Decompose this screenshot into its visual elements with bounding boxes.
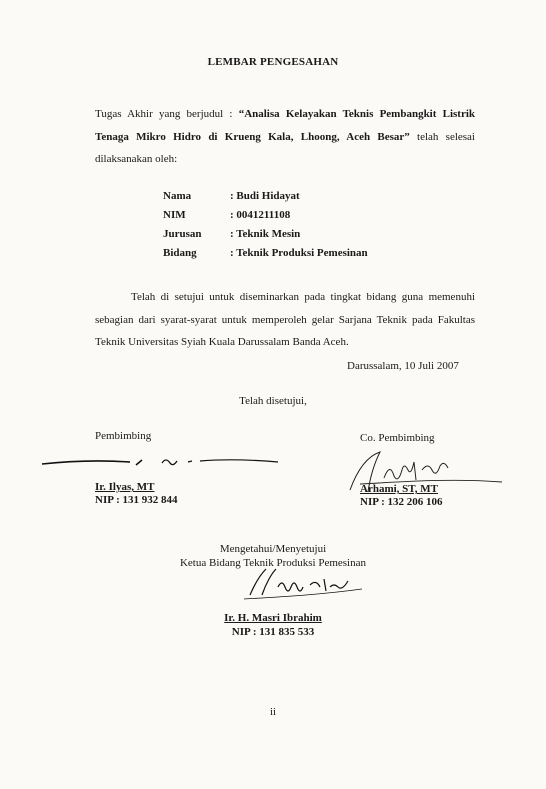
supervisor-signature: [40, 445, 280, 475]
jurusan-label: Jurusan: [163, 228, 202, 240]
jurusan-value: : Teknik Mesin: [230, 228, 301, 240]
approval-paragraph: Telah di setujui untuk diseminarkan pada tingkat bidang guna memenuhi sebagian dari syarat-syarat untuk memperoleh gelar Sarjana Teknik pada Fakultas Teknik Universitas Syiah Kuala Darussalam Banda Aceh.: [95, 291, 475, 348]
nim-value: : 0041211108: [230, 209, 291, 221]
page-number: ii: [269, 706, 277, 718]
place-date: Darussalam, 10 Juli 2007: [347, 360, 459, 372]
nim-label: NIM: [163, 209, 186, 221]
thesis-title: “Analisa Kelayakan Teknis Pembangkit Listrik Tenaga Mikro Hidro di Krueng Kala, Lhoong, Aceh Besar”: [95, 108, 476, 143]
name-value: : Budi Hidayat: [230, 190, 300, 202]
supervisor-role: Pembimbing: [95, 430, 152, 442]
supervisor-nip: NIP : 131 932 844: [95, 494, 178, 506]
intro-suffix: telah selesai dilaksanakan oleh:: [95, 130, 475, 165]
supervisor-name: Ir. Ilyas, MT: [95, 481, 155, 493]
head-approval-line: Mengetahui/Menyetujui: [219, 543, 327, 555]
approved-label: Telah disetujui,: [239, 395, 307, 407]
page-title: LEMBAR PENGESAHAN: [207, 56, 339, 68]
co-supervisor-role: Co. Pembimbing: [360, 432, 435, 444]
intro-prefix: Tugas Akhir yang berjudul :: [95, 108, 239, 120]
name-label: Nama: [163, 190, 192, 202]
intro-paragraph: [95, 103, 475, 171]
head-name: Ir. H. Masri Ibrahim: [224, 612, 322, 624]
head-nip: NIP : 131 835 533: [231, 626, 315, 638]
head-position: Ketua Bidang Teknik Produksi Pemesinan: [179, 557, 366, 569]
bidang-label: Bidang: [163, 247, 197, 259]
co-supervisor-name: Arhami, ST, MT: [360, 483, 439, 495]
bidang-value: : Teknik Produksi Pemesinan: [230, 247, 368, 259]
co-supervisor-nip: NIP : 132 206 106: [360, 496, 443, 508]
head-signature: [238, 565, 368, 605]
